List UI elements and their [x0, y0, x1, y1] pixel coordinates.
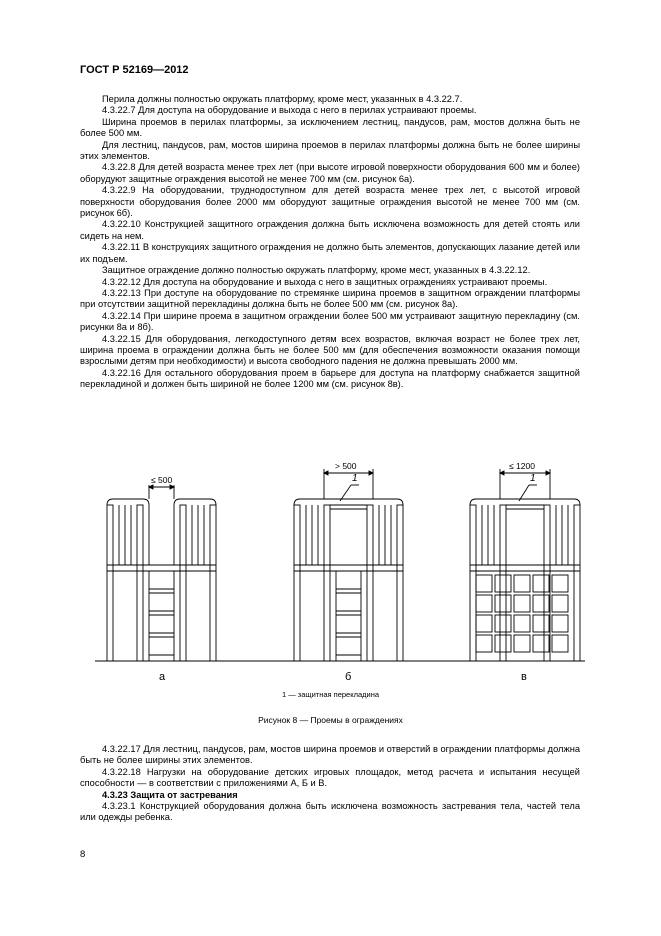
paragraph: Ширина проемов в перилах платформы, за исключением лестниц, пандусов, рам, мостов должна быть не более 500 мм. [80, 116, 580, 139]
dimension-label-b: > 500 [335, 461, 357, 471]
paragraph: Для лестниц, пандусов, рам, мостов ширина проемов в перилах платформы должна быть не более ширины этих элементов. [80, 139, 580, 162]
climbing-net [476, 575, 568, 652]
paragraph: 4.3.22.7 Для доступа на оборудование и выхода с него в перилах устраивают проемы. [102, 105, 477, 116]
paragraph: 4.3.22.9 На оборудовании, труднодоступном для детей возраста менее трех лет, с высотой игровой поверхности оборудования более 2000 мм оборудуют защитные ограждения высотой не менее 700 мм (см. рисунок 6б). [80, 185, 580, 219]
figure-label-b: б [345, 671, 352, 683]
callout-number-c: 1 [530, 473, 536, 484]
figure-label-a: а [159, 671, 166, 683]
paragraph: 4.3.22.14 При ширине проема в защитном ограждении более 500 мм устраивают защитную перекладину (см. рисунки 8а и 8б). [80, 310, 580, 333]
fence-c [470, 469, 580, 661]
paragraph: 4.3.22.18 Нагрузки на оборудование детских игровых площадок, метод расчета и испытания несущей способности — в соответствии с приложениями А, Б и В. [80, 766, 580, 789]
fence-a [107, 485, 216, 661]
paragraph: 4.3.22.17 Для лестниц, пандусов, рам, мостов ширина проемов и отверстий в ограждении платформы должна быть не более ширины этих элементов. [80, 744, 580, 766]
section-heading: 4.3.23 Защита от застревания [102, 789, 238, 800]
figure-legend: 1 — защитная перекладина [281, 690, 380, 699]
figure-8 [95, 461, 595, 701]
paragraph: 4.3.22.11 В конструкциях защитного ограждения не должно быть элементов, допускающих лазание детей или их подъем. [80, 242, 580, 264]
body-text-top [80, 94, 580, 391]
dimension-label-c: ≤ 1200 [509, 461, 535, 471]
paragraph: Защитное ограждение должно полностью окружать платформу, кроме мест, указанных в 4.3.22.12. [102, 265, 531, 276]
dimension-label-a: ≤ 500 [151, 475, 173, 485]
figure-label-c: в [521, 671, 527, 683]
paragraph: 4.3.23.1 Конструкцией оборудования должна быть исключена возможность застревания тела, частей тела или одежды ребенка. [80, 801, 580, 823]
body-text-bottom [80, 744, 580, 824]
fence-b [294, 469, 403, 661]
page-number: 8 [80, 849, 86, 860]
paragraph: 4.3.22.10 Конструкцией защитного ограждения должна быть исключена возможность для детей стоять или сидеть на нем. [80, 219, 580, 241]
paragraph: 4.3.22.15 Для оборудования, легкодоступного детям всех возрастов, включая возраст не более трех лет, ширина проема в ограждении должна быть не более 500 мм (для обеспечения возможности оказания помощи взрослыми детям при необходимости) и высота свободного падения не должна превышать 2000 мм. [80, 333, 580, 367]
paragraph: 4.3.22.12 Для доступа на оборудование и выхода с него в защитных ограждениях устраивают проемы. [102, 276, 548, 287]
callout-number-b: 1 [352, 473, 358, 484]
paragraph: 4.3.22.13 При доступе на оборудование по стремянке ширина проемов в защитном ограждении платформы при отсутствии защитной перекладины должна быть не более 500 мм (см. рисунок 8а). [80, 287, 580, 310]
paragraph: 4.3.22.8 Для детей возраста менее трех лет (при высоте игровой поверхности оборудования 600 мм и более) оборудуют защитные ограждения высотой не менее 700 мм (см. рисунок 6а). [80, 162, 580, 184]
paragraph: 4.3.22.16 Для остального оборудования проем в барьере для доступа на платформу снабжается защитной перекладиной и должен быть шириной не более 1200 мм (см. рисунок 8в). [80, 367, 580, 390]
figure-caption: Рисунок 8 — Проемы в ограждениях [258, 715, 403, 725]
paragraph: Перила должны полностью окружать платформу, кроме мест, указанных в 4.3.22.7. [102, 94, 463, 104]
page-header: ГОСТ Р 52169—2012 [80, 64, 189, 76]
figure-drawing [95, 461, 595, 671]
